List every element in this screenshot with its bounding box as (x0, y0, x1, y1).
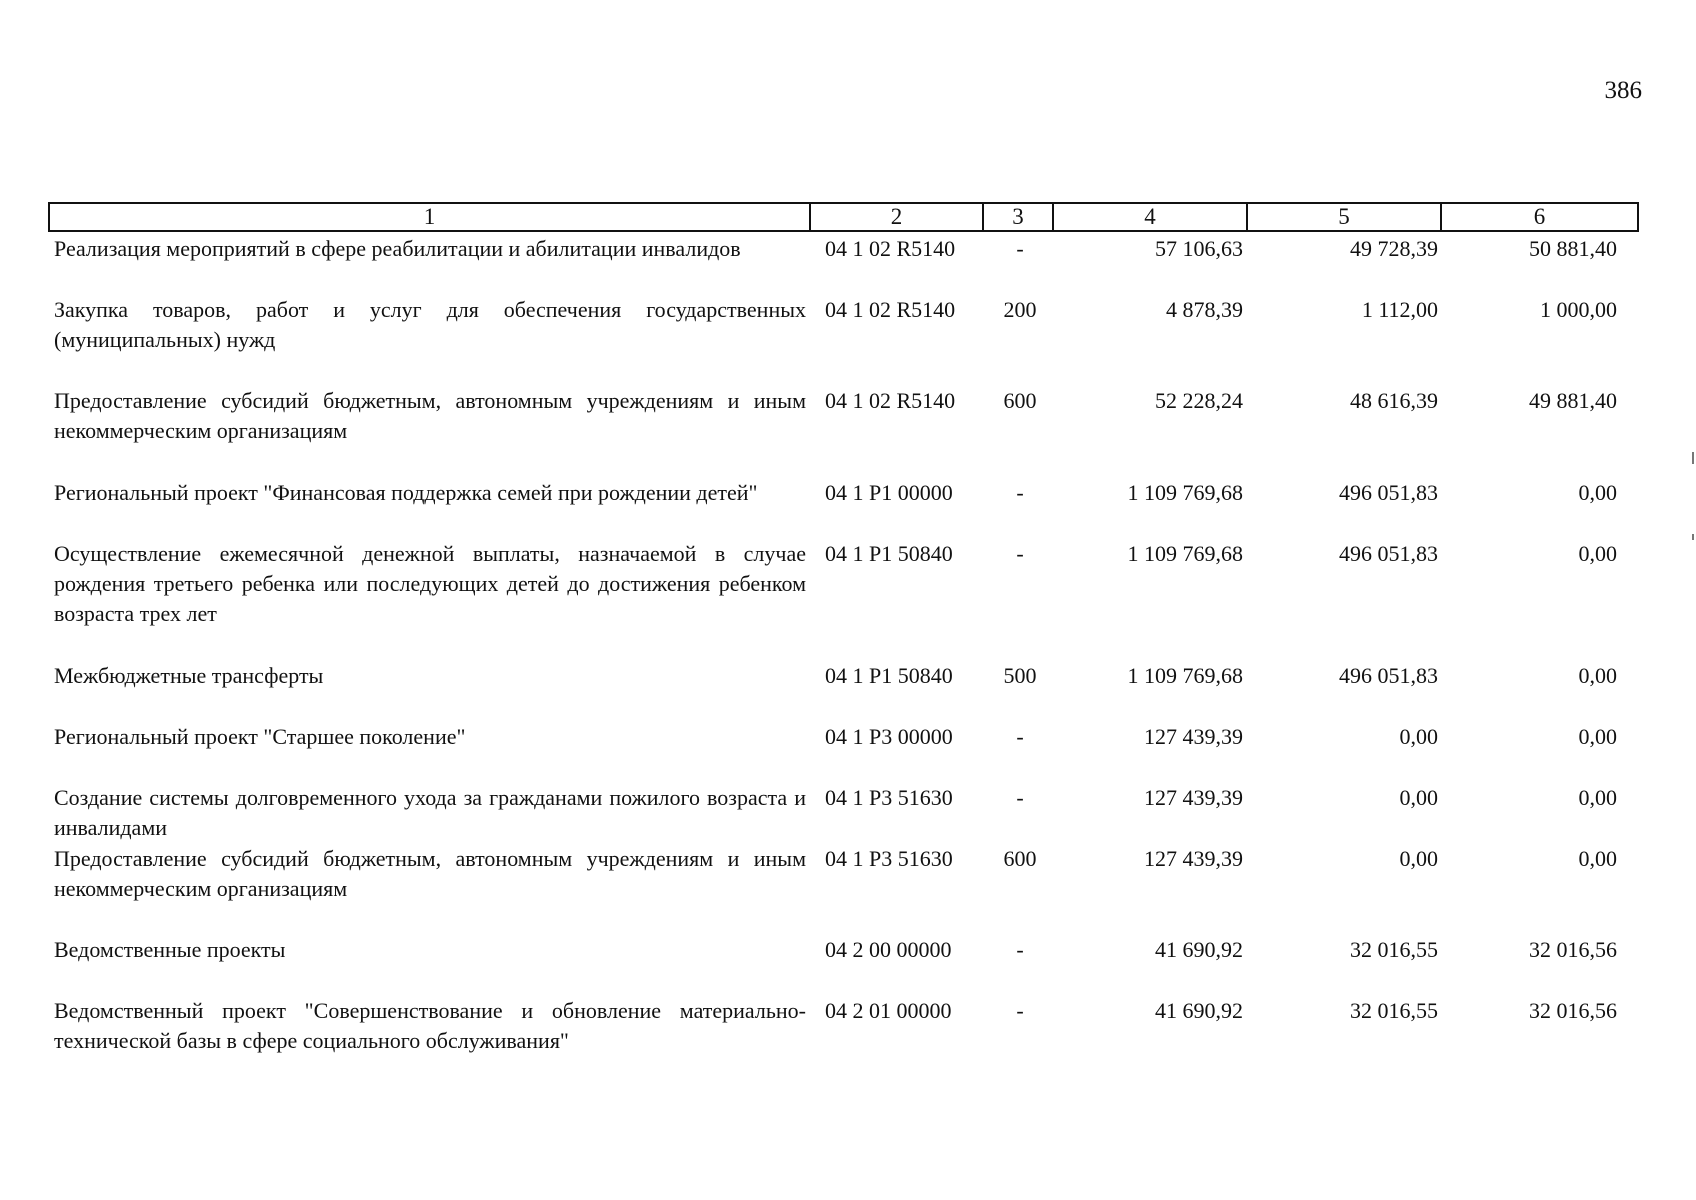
row-value-5: 48 616,39 (1350, 388, 1438, 413)
row-code: 04 1 02 R5140 (825, 236, 956, 261)
row-type: 500 (1003, 663, 1037, 688)
row-type: 600 (1003, 846, 1037, 871)
row-value-5: 32 016,55 (1350, 998, 1438, 1023)
row-code: 04 1 P1 00000 (825, 480, 953, 505)
row-value-6: 0,00 (1578, 541, 1617, 566)
row-code: 04 1 02 R5140 (825, 388, 956, 413)
page-number: 386 (1604, 77, 1642, 104)
row-value-6: 32 016,56 (1529, 998, 1617, 1023)
row-value-6: 0,00 (1578, 480, 1617, 505)
row-value-6: 49 881,40 (1529, 388, 1617, 413)
row-name: Ведомственный проект "Совершенствование и обновление материально-технической базы в сфере социального обслуживания" (54, 998, 806, 1053)
row-value-5: 32 016,55 (1350, 937, 1438, 962)
row-value-4: 1 109 769,68 (1127, 480, 1243, 505)
row-value-6: 0,00 (1578, 785, 1617, 810)
row-value-5: 49 728,39 (1350, 236, 1438, 261)
row-value-6: 0,00 (1578, 663, 1617, 688)
row-value-6: 1 000,00 (1540, 297, 1617, 322)
row-type: - (1016, 998, 1024, 1023)
row-value-4: 127 439,39 (1144, 846, 1243, 871)
row-name: Предоставление субсидий бюджетным, автономным учреждениям и иным некоммерческим организациям (54, 846, 806, 901)
row-value-6: 32 016,56 (1529, 937, 1617, 962)
row-value-4: 1 109 769,68 (1127, 663, 1243, 688)
row-name: Реализация мероприятий в сфере реабилитации и абилитации инвалидов (54, 236, 741, 261)
scan-edge-mark (1692, 452, 1694, 464)
row-value-4: 57 106,63 (1155, 236, 1243, 261)
row-name: Осуществление ежемесячной денежной выплаты, назначаемой в случае рождения третьего ребенка или последующих детей до достижения ребенком возраста трех лет (54, 541, 806, 626)
row-type: - (1016, 480, 1024, 505)
row-value-4: 41 690,92 (1155, 998, 1243, 1023)
column-header-1: 1 (50, 204, 811, 230)
row-type: - (1016, 724, 1024, 749)
row-type: - (1016, 785, 1024, 810)
row-type: 600 (1003, 388, 1037, 413)
scan-edge-mark (1692, 534, 1694, 540)
row-value-5: 496 051,83 (1339, 541, 1438, 566)
row-code: 04 1 P1 50840 (825, 541, 953, 566)
row-value-6: 0,00 (1578, 724, 1617, 749)
column-header-4: 4 (1054, 204, 1248, 230)
row-code: 04 1 02 R5140 (825, 297, 956, 322)
row-code: 04 2 01 00000 (825, 998, 952, 1023)
row-name: Ведомственные проекты (54, 937, 286, 962)
row-value-5: 0,00 (1399, 846, 1438, 871)
row-value-5: 0,00 (1399, 785, 1438, 810)
row-type: 200 (1003, 297, 1037, 322)
row-value-5: 496 051,83 (1339, 480, 1438, 505)
row-code: 04 1 P3 51630 (825, 785, 953, 810)
row-value-4: 1 109 769,68 (1127, 541, 1243, 566)
row-name: Межбюджетные трансферты (54, 663, 324, 688)
row-value-5: 1 112,00 (1361, 297, 1438, 322)
row-name: Закупка товаров, работ и услуг для обеспечения государственных (муниципальных) нужд (54, 297, 806, 352)
row-type: - (1016, 236, 1024, 261)
row-value-5: 496 051,83 (1339, 663, 1438, 688)
column-header-2: 2 (811, 204, 984, 230)
row-type: - (1016, 541, 1024, 566)
column-header-5: 5 (1248, 204, 1442, 230)
column-header-6: 6 (1533, 204, 1546, 229)
row-value-6: 50 881,40 (1529, 236, 1617, 261)
column-header-3: 3 (984, 204, 1054, 230)
table-header (48, 202, 1639, 232)
row-name: Региональный проект "Старшее поколение" (54, 724, 466, 749)
row-name: Региональный проект "Финансовая поддержка семей при рождении детей" (54, 480, 758, 505)
row-value-4: 127 439,39 (1144, 724, 1243, 749)
row-value-4: 127 439,39 (1144, 785, 1243, 810)
row-value-4: 4 878,39 (1166, 297, 1243, 322)
row-name: Предоставление субсидий бюджетным, автономным учреждениям и иным некоммерческим организациям (54, 388, 806, 443)
row-code: 04 1 P1 50840 (825, 663, 953, 688)
row-value-4: 52 228,24 (1155, 388, 1243, 413)
row-code: 04 2 00 00000 (825, 937, 952, 962)
row-code: 04 1 P3 51630 (825, 846, 953, 871)
row-code: 04 1 P3 00000 (825, 724, 953, 749)
row-name: Создание системы долговременного ухода за гражданами пожилого возраста и инвалидами (54, 785, 806, 840)
row-value-6: 0,00 (1578, 846, 1617, 871)
row-value-5: 0,00 (1399, 724, 1438, 749)
row-value-4: 41 690,92 (1155, 937, 1243, 962)
row-type: - (1016, 937, 1024, 962)
